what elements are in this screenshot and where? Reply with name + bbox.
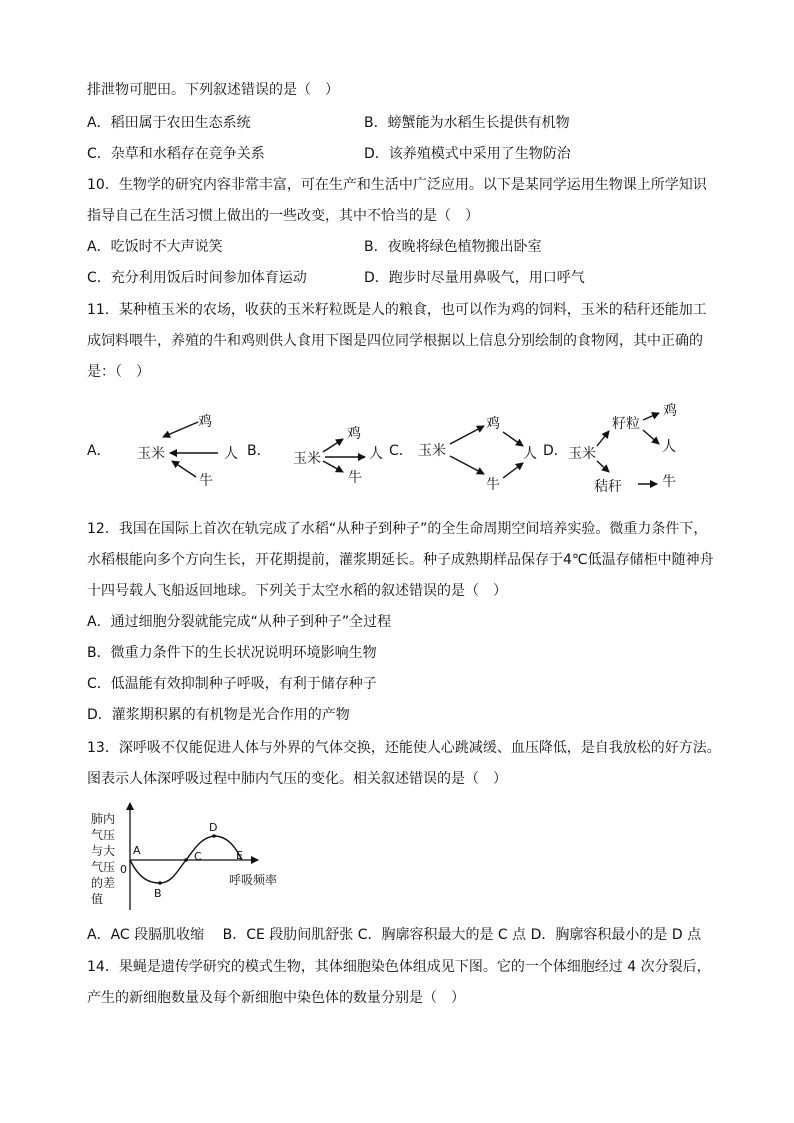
q10-stem-line2: 指导自己在生活习惯上做出的一些改变，其中不恰当的是（ ） — [87, 208, 479, 224]
graph-point-b: B — [154, 887, 162, 900]
q10-option-b: B．夜晚将绿色植物搬出卧室 — [364, 239, 542, 255]
graph-origin: 0 — [120, 863, 127, 876]
web-a-corn: 玉米 — [137, 446, 165, 462]
q9-option-c: C．杂草和水稻存在竞争关系 — [87, 146, 265, 162]
q12-stem-line1: 12．我国在国际上首次在轨完成了水稻“从种子到种子”的全生命周期空间培养实验。微重力条件下， — [87, 521, 708, 537]
q13-options: A．AC 段膈肌收缩 B．CE 段肋间肌舒张 C．胸廓容积最大的是 C 点 D．胸廓容积最小的是 D 点 — [87, 927, 702, 943]
q11-stem-line1: 11．某种植玉米的农场，收获的玉米籽粒既是人的粮食，也可以作为鸡的饲料，玉米的秸秆还能加工 — [87, 302, 707, 318]
q14-stem-line2: 产生的新细胞数量及每个新细胞中染色体的数量分别是（ ） — [87, 990, 465, 1006]
web-d-straw: 秸秆 — [594, 479, 622, 495]
q9-stem-end: 排泄物可肥田。下列叙述错误的是（ ） — [87, 82, 339, 98]
web-d-human: 人 — [662, 439, 676, 455]
q11-stem-line3: 是：（ ） — [87, 364, 150, 380]
web-d-grain: 籽粒 — [612, 416, 640, 432]
web-c-chicken: 鸡 — [486, 416, 500, 432]
q12-stem-line3: 十四号载人飞船返回地球。下列关于太空水稻的叙述错误的是（ ） — [87, 583, 507, 599]
web-c-corn: 玉米 — [418, 443, 446, 459]
web-c-arrows — [450, 426, 523, 478]
web-b-cow: 牛 — [348, 470, 362, 486]
graph-point-e: E — [236, 849, 243, 862]
graph-ylabel-2: 气压 — [91, 828, 116, 842]
web-c-cow: 牛 — [486, 477, 500, 493]
graph-ylabel-4: 气压 — [91, 860, 116, 874]
q9-option-b: B．螃蟹能为水稻生长提供有机物 — [364, 115, 570, 131]
web-d-chicken: 鸡 — [663, 403, 677, 419]
web-b-corn: 玉米 — [293, 451, 321, 467]
q9-option-a: A．稻田属于农田生态系统 — [87, 115, 251, 131]
q10-stem-line1: 10．生物学的研究内容非常丰富，可在生产和生活中广泛应用。以下是某同学运用生物课上所学知识 — [87, 177, 707, 193]
web-a-arrows — [163, 422, 218, 477]
web-d-corn: 玉米 — [568, 446, 596, 462]
graph-ylabel-3: 与大 — [91, 844, 116, 858]
q11-stem-line2: 成饲料喂牛，养殖的牛和鸡则供人食用下图是四位同学根据以上信息分别绘制的食物网，其中正确的 — [87, 333, 703, 349]
graph-ylabel-1: 肺内 — [91, 812, 116, 826]
q12-option-b: B．微重力条件下的生长状况说明环境影响生物 — [87, 645, 377, 661]
q10-option-c: C．充分利用饭后时间参加体育运动 — [87, 270, 307, 286]
web-b-arrows — [323, 439, 365, 472]
web-a-label: A． — [87, 443, 111, 459]
graph-ylabel-5: 的差 — [91, 876, 116, 890]
pressure-curve — [130, 836, 242, 883]
q10-option-d: D．跑步时尽量用鼻吸气，用口呼气 — [364, 270, 585, 286]
point-b-dot — [158, 881, 162, 885]
q12-option-a: A．通过细胞分裂就能完成“从种子到种子”全过程 — [87, 614, 392, 630]
web-a-human: 人 — [224, 446, 238, 462]
q13-stem-line1: 13．深呼吸不仅能促进人体与外界的气体交换，还能使人心跳减缓、血压降低，是自我放松的好方法。 — [87, 740, 721, 756]
graph-point-c: C — [194, 850, 202, 863]
point-c-dot — [184, 858, 188, 862]
web-c-human: 人 — [523, 446, 537, 462]
web-a-cow: 牛 — [199, 473, 213, 489]
q10-option-a: A．吃饭时不大声说笑 — [87, 239, 223, 255]
q12-option-d: D．灌浆期积累的有机物是光合作用的产物 — [87, 707, 350, 723]
graph-point-a: A — [133, 844, 141, 857]
web-b-human: 人 — [369, 446, 383, 462]
web-c-label: C． — [389, 443, 413, 459]
web-a-chicken: 鸡 — [198, 414, 212, 430]
web-b-label: B． — [247, 443, 271, 459]
graph-xlabel: 呼吸频率 — [229, 873, 278, 887]
q12-option-c: C．低温能有效抑制种子呼吸，有利于储存种子 — [87, 676, 377, 692]
web-b-chicken: 鸡 — [347, 426, 361, 442]
q14-stem-line1: 14．果蝇是遗传学研究的模式生物，其体细胞染色体组成见下图。它的一个体细胞经过 4 次分裂后， — [87, 959, 711, 975]
web-d-label: D． — [543, 443, 568, 459]
q9-option-d: D．该养殖模式中采用了生物防治 — [364, 146, 571, 162]
q12-stem-line2: 水稻根能向多个方向生长，开花期提前，灌浆期延长。种子成熟期样品保存于4℃低温存储柜中随神舟 — [87, 552, 714, 568]
graph-ylabel-6: 值 — [91, 892, 104, 906]
graph-point-d: D — [209, 821, 218, 834]
q13-stem-line2: 图表示人体深呼吸过程中肺内气压的变化。相关叙述错误的是（ ） — [87, 771, 507, 787]
web-d-cow: 牛 — [662, 474, 676, 490]
